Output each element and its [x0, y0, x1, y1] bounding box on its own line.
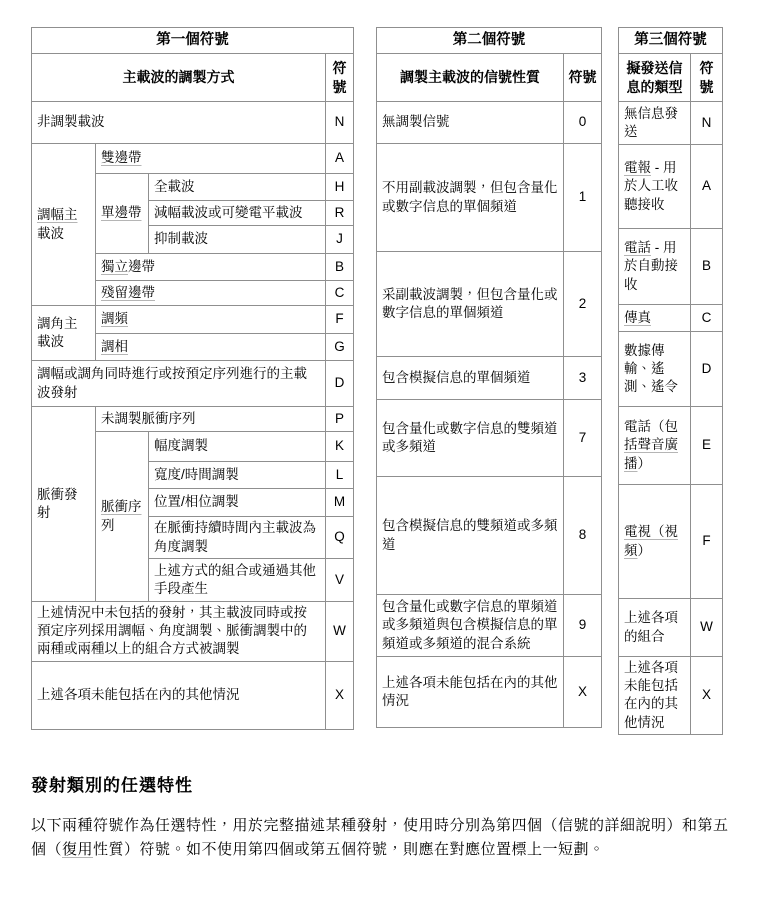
cell-symbol: V [326, 559, 354, 602]
cell-label-telegraphy-automatic: 電話 - 用於自動接收 [619, 229, 691, 305]
table-row [377, 595, 602, 657]
cell-label-data-telemetry-telecommand: 數據傳輸、遙測、遙令 [619, 332, 691, 407]
cell-label-other-cases: 上述各項未能包括在內的其他情況 [32, 661, 326, 729]
table-row [377, 357, 602, 400]
section-heading: 發射類別的任選特性 [31, 775, 193, 795]
cell-symbol: 7 [564, 400, 602, 477]
cell-symbol: 0 [564, 102, 602, 144]
cell-symbol: B [326, 254, 354, 281]
cell-symbol: N [691, 102, 723, 145]
cell-label-suppressed-carrier: 抑制載波 [149, 226, 326, 254]
table-row [32, 661, 354, 729]
cell-label-multi-channel-analog: 包含模擬信息的雙頻道或多頻道 [377, 477, 564, 595]
cell-symbol: N [326, 102, 354, 144]
cell-label-single-channel-analog: 包含模擬信息的單個頻道 [377, 357, 564, 400]
cell-label-pulse-combination: 上述方式的組合或通過其他手段產生 [149, 559, 326, 602]
cell-symbol: A [691, 145, 723, 229]
cell-symbol: K [326, 432, 354, 462]
table-row [377, 657, 602, 728]
cell-label-facsimile: 傳真 [619, 305, 691, 332]
table1-column-header: 主載波的調製方式 [32, 54, 326, 102]
cell-label-multi-channel-digital: 包含量化或數字信息的雙頻道或多頻道 [377, 400, 564, 477]
table-row [377, 477, 602, 595]
cell-symbol: 9 [564, 595, 602, 657]
cell-symbol: 3 [564, 357, 602, 400]
table-first-symbol [31, 27, 354, 730]
table2-title: 第二個符號 [377, 28, 602, 54]
cell-label-position-mod: 位置/相位調製 [149, 489, 326, 517]
table-row [32, 28, 354, 54]
table-row [32, 361, 354, 407]
table-row [32, 306, 354, 334]
table3-column-header: 擬發送信息的類型 [619, 54, 691, 102]
cell-label-single-channel-digital-no-subcarrier: 不用副載波調製，但包含量化或數字信息的單個頻道 [377, 144, 564, 252]
emission-designator-tables [31, 27, 757, 735]
cell-label-television: 電視（視頻） [619, 485, 691, 599]
cell-symbol: Q [326, 517, 354, 559]
table-row [619, 145, 723, 229]
cell-symbol: R [326, 201, 354, 226]
table-row [377, 54, 602, 102]
table3-symbol-header: 符號 [691, 54, 723, 102]
cell-label-pm: 調相 [96, 334, 326, 361]
cell-symbol: W [691, 599, 723, 657]
cell-symbol: A [326, 144, 354, 174]
table-row [619, 599, 723, 657]
cell-group-pulse-sequence: 脈衝序列 [96, 432, 149, 602]
cell-group-am-carrier: 調幅主載波 [32, 144, 96, 306]
cell-label-angle-mod-in-pulse: 在脈衝持續時間內主載波為角度調製 [149, 517, 326, 559]
table-second-symbol [376, 27, 602, 728]
cell-label-other-cases: 上述各項未能包括在內的其他情況 [377, 657, 564, 728]
cell-symbol: H [326, 174, 354, 201]
table1-symbol-header: 符號 [326, 54, 354, 102]
cell-symbol: E [691, 407, 723, 485]
cell-symbol: C [326, 281, 354, 306]
table3-title: 第三個符號 [619, 28, 723, 54]
cell-label-no-modulating-signal: 無調製信號 [377, 102, 564, 144]
section-paragraph: 以下兩種符號作為任選特性，用於完整描述某種發射，使用時分別為第四個（信號的詳細說明）和第五個（復用性質）符號。如不使用第四個或第五個符號，則應在對應位置標上一短劃。 [31, 816, 729, 858]
cell-label-telephony: 電話（包括聲音廣播） [619, 407, 691, 485]
table-row [619, 305, 723, 332]
cell-label-reduced-carrier: 減幅載波或可變電平載波 [149, 201, 326, 226]
table-row [377, 144, 602, 252]
table-row [619, 657, 723, 735]
table-row [32, 407, 354, 432]
cell-label-dsb: 雙邊帶 [96, 144, 326, 174]
table-row [32, 144, 354, 174]
table-row [32, 602, 354, 662]
cell-symbol: 1 [564, 144, 602, 252]
cell-label-other-cases: 上述各項未能包括在內的其他情況 [619, 657, 691, 735]
cell-group-angle-carrier: 調角主載波 [32, 306, 96, 361]
cell-symbol: D [326, 361, 354, 407]
table-row [619, 28, 723, 54]
cell-symbol: 8 [564, 477, 602, 595]
table-row [619, 332, 723, 407]
table-row [377, 400, 602, 477]
cell-symbol: P [326, 407, 354, 432]
cell-label-telegraphy-aural: 電報 - 用於人工收聽接收 [619, 145, 691, 229]
cell-symbol: X [564, 657, 602, 728]
table-row [619, 407, 723, 485]
table-row [377, 102, 602, 144]
cell-symbol: L [326, 462, 354, 489]
cell-label-vsb: 殘留邊帶 [96, 281, 326, 306]
table-row [377, 252, 602, 357]
cell-label-combined-am-angle: 調幅或調角同時進行或按預定序列進行的主載波發射 [32, 361, 326, 407]
cell-symbol: W [326, 602, 354, 662]
table-row [619, 229, 723, 305]
cell-symbol: M [326, 489, 354, 517]
optional-characteristics-section [31, 771, 738, 862]
cell-symbol: C [691, 305, 723, 332]
table-row [32, 54, 354, 102]
table-row [32, 102, 354, 144]
cell-symbol: X [326, 661, 354, 729]
table-row [619, 485, 723, 599]
table2-column-header: 調製主載波的信號性質 [377, 54, 564, 102]
table1-title: 第一個符號 [32, 28, 354, 54]
cell-label-unmodulated-pulse: 未調製脈衝序列 [96, 407, 326, 432]
cell-label-unmodulated-carrier: 非調製載波 [32, 102, 326, 144]
cell-label-width-mod: 寬度/時間調製 [149, 462, 326, 489]
cell-group-ssb: 單邊帶 [96, 174, 149, 254]
table-row [619, 102, 723, 145]
cell-label-full-carrier: 全載波 [149, 174, 326, 201]
cell-symbol: F [691, 485, 723, 599]
cell-label-no-information: 無信息發送 [619, 102, 691, 145]
cell-symbol: F [326, 306, 354, 334]
cell-symbol: G [326, 334, 354, 361]
cell-label-isb: 獨立邊帶 [96, 254, 326, 281]
cell-label-other-combination: 上述情況中未包括的發射，其主載波同時或按預定序列採用調幅、角度調製、脈衝調製中的兩種或兩種以上的組合方式被調製 [32, 602, 326, 662]
cell-symbol: J [326, 226, 354, 254]
cell-symbol: 2 [564, 252, 602, 357]
table-row [619, 54, 723, 102]
cell-label-combination: 上述各項的組合 [619, 599, 691, 657]
cell-label-mixed-system: 包含量化或數字信息的單頻道或多頻道與包含模擬信息的單頻道或多頻道的混合系統 [377, 595, 564, 657]
cell-symbol: X [691, 657, 723, 735]
cell-symbol: D [691, 332, 723, 407]
cell-symbol: B [691, 229, 723, 305]
cell-label-single-channel-digital-subcarrier: 采副載波調製，但包含量化或數字信息的單個頻道 [377, 252, 564, 357]
cell-label-amplitude-mod: 幅度調製 [149, 432, 326, 462]
table2-symbol-header: 符號 [564, 54, 602, 102]
table-third-symbol [618, 27, 723, 735]
cell-group-pulse-emission: 脈衝發射 [32, 407, 96, 602]
cell-label-fm: 調頻 [96, 306, 326, 334]
table-row [377, 28, 602, 54]
